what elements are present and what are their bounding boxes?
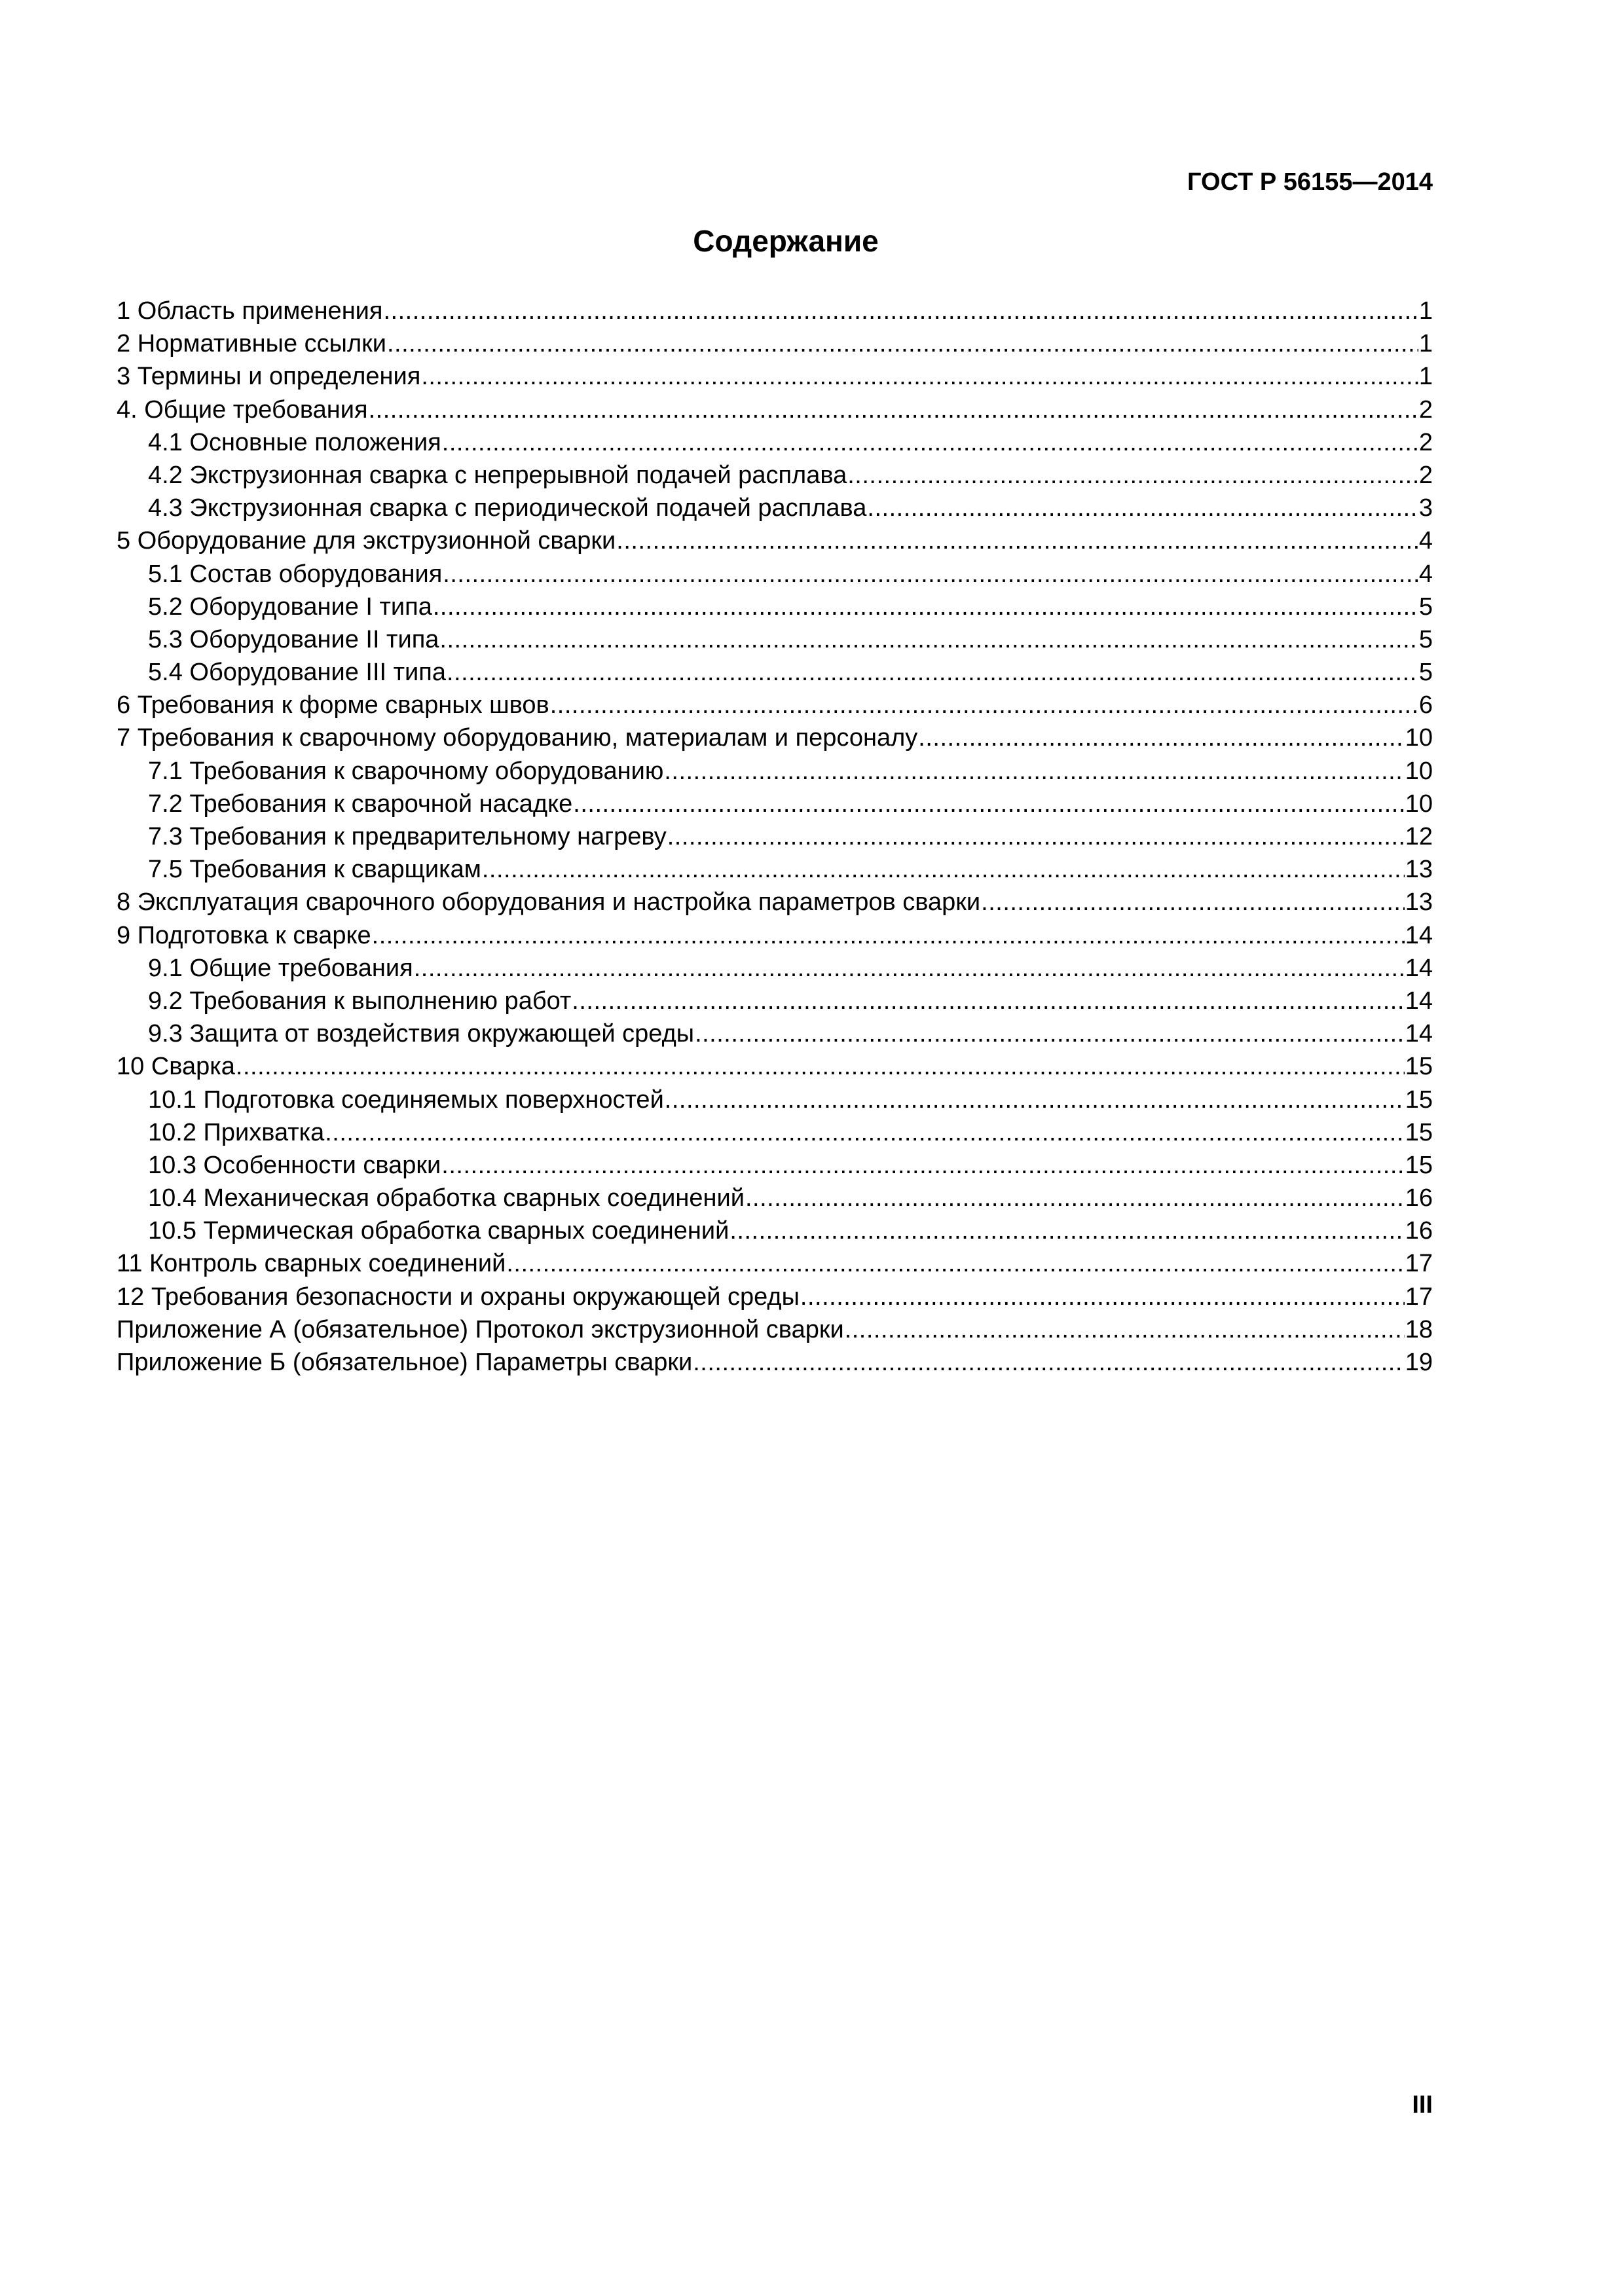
toc-entry-page: 15 bbox=[1405, 1151, 1433, 1179]
toc-entry-page: 6 bbox=[1418, 691, 1433, 720]
toc-entry[interactable] bbox=[117, 886, 1433, 919]
toc-dot-leader bbox=[695, 1017, 1405, 1050]
toc-dot-leader bbox=[845, 1313, 1405, 1346]
toc-entry-page: 10 bbox=[1405, 724, 1433, 752]
toc-dot-leader bbox=[325, 1116, 1404, 1149]
toc-dot-leader bbox=[550, 689, 1418, 721]
toc-dot-leader bbox=[369, 393, 1418, 426]
toc-entry[interactable] bbox=[117, 459, 1433, 492]
toc-entry-page: 17 bbox=[1405, 1283, 1433, 1311]
toc-entry-label: 10.2 Прихватка bbox=[148, 1118, 325, 1146]
toc-dot-leader bbox=[443, 558, 1418, 591]
toc-entry-label: 2 Нормативные ссылки bbox=[117, 330, 386, 358]
toc-dot-leader bbox=[387, 327, 1418, 360]
toc-dot-leader bbox=[441, 1149, 1404, 1182]
toc-dot-leader bbox=[847, 459, 1418, 492]
toc-entry-label: 9.1 Общие требования bbox=[148, 954, 413, 982]
toc-entry[interactable] bbox=[117, 721, 1433, 754]
toc-dot-leader bbox=[439, 623, 1418, 656]
toc-dot-leader bbox=[918, 721, 1404, 754]
toc-entry-page: 15 bbox=[1405, 1053, 1433, 1081]
toc-entry-label: Приложение Б (обязательное) Параметры сварки bbox=[117, 1349, 693, 1376]
toc-entry-label: 4.1 Основные положения bbox=[148, 428, 441, 456]
toc-entry-page: 12 bbox=[1405, 823, 1433, 850]
toc-entry-page: 5 bbox=[1418, 625, 1433, 653]
toc-entry-label: 4. Общие требования bbox=[117, 395, 368, 424]
toc-entry-label: 4.2 Экструзионная сварка с непрерывной подачей расплава bbox=[148, 461, 847, 489]
toc-entry-label: 10.1 Подготовка соединяемых поверхностей bbox=[148, 1085, 664, 1114]
toc-entry-page: 15 bbox=[1405, 1118, 1433, 1146]
toc-entry-page: 14 bbox=[1405, 987, 1433, 1015]
toc-dot-leader bbox=[729, 1214, 1404, 1247]
toc-entry[interactable] bbox=[117, 558, 1433, 591]
toc-dot-leader bbox=[447, 656, 1418, 689]
toc-entry-label: 7.2 Требования к сварочной насадке bbox=[148, 790, 573, 818]
toc-entry[interactable] bbox=[117, 1182, 1433, 1214]
toc-dot-leader bbox=[414, 952, 1405, 985]
page-title: Содержание bbox=[693, 224, 879, 258]
toc-entry-label: 10.4 Механическая обработка сварных соединений bbox=[148, 1184, 745, 1212]
toc-dot-leader bbox=[800, 1281, 1405, 1313]
toc-entry[interactable] bbox=[117, 360, 1433, 393]
toc-dot-leader bbox=[573, 788, 1404, 820]
toc-dot-leader bbox=[572, 985, 1404, 1017]
toc-entry[interactable] bbox=[117, 623, 1433, 656]
toc-entry[interactable] bbox=[117, 919, 1433, 952]
toc-entry-page: 5 bbox=[1418, 592, 1433, 621]
toc-entry-label: 10.5 Термическая обработка сварных соединений bbox=[148, 1217, 729, 1245]
toc-entry-page: 3 bbox=[1418, 494, 1433, 522]
toc-entry[interactable] bbox=[117, 1149, 1433, 1182]
toc-entry-page: 10 bbox=[1405, 790, 1433, 818]
toc-entry[interactable] bbox=[117, 1281, 1433, 1313]
toc-entry-label: 8 Эксплуатация сварочного оборудования и настройка параметров сварки bbox=[117, 888, 981, 917]
toc-entry-page: 18 bbox=[1405, 1315, 1433, 1343]
toc-entry[interactable] bbox=[117, 591, 1433, 623]
toc-entry-label: 12 Требования безопасности и охраны окружающей среды bbox=[117, 1283, 800, 1311]
toc-entry[interactable] bbox=[117, 393, 1433, 426]
toc-entry[interactable] bbox=[117, 656, 1433, 689]
toc-entry-page: 10 bbox=[1405, 757, 1433, 785]
toc-entry-label: 5.3 Оборудование II типа bbox=[148, 625, 439, 653]
toc-entry[interactable] bbox=[117, 492, 1433, 524]
toc-entry-page: 5 bbox=[1418, 659, 1433, 687]
toc-entry[interactable] bbox=[117, 755, 1433, 788]
toc-entry-page: 13 bbox=[1405, 856, 1433, 884]
toc-entry-page: 15 bbox=[1405, 1085, 1433, 1114]
toc-entry-label: 7.3 Требования к предварительному нагреву bbox=[148, 823, 667, 850]
toc-dot-leader bbox=[745, 1182, 1405, 1214]
toc-entry-page: 1 bbox=[1418, 297, 1433, 325]
toc-entry-label: 9 Подготовка к сварке bbox=[117, 921, 371, 949]
toc-entry[interactable] bbox=[117, 1050, 1433, 1083]
toc-entry-page: 13 bbox=[1405, 888, 1433, 917]
toc-entry[interactable] bbox=[117, 426, 1433, 459]
toc-entry-label: 6 Требования к форме сварных швов bbox=[117, 691, 549, 720]
toc-entry[interactable] bbox=[117, 1313, 1433, 1346]
toc-entry[interactable] bbox=[117, 689, 1433, 721]
toc-dot-leader bbox=[372, 919, 1405, 952]
toc-dot-leader bbox=[693, 1346, 1404, 1379]
toc-dot-leader bbox=[867, 492, 1418, 524]
toc-entry[interactable] bbox=[117, 820, 1433, 853]
toc-entry-label: 7.1 Требования к сварочному оборудованию bbox=[148, 757, 664, 785]
toc-entry-page: 1 bbox=[1418, 363, 1433, 391]
toc-dot-leader bbox=[482, 853, 1405, 886]
toc-dot-leader bbox=[236, 1050, 1405, 1083]
toc-entry[interactable] bbox=[117, 1017, 1433, 1050]
toc-entry[interactable] bbox=[117, 1116, 1433, 1149]
toc-entry-label: 10 Сварка bbox=[117, 1053, 235, 1081]
toc-entry[interactable] bbox=[117, 1084, 1433, 1116]
toc-entry-label: 11 Контроль сварных соединений bbox=[117, 1250, 506, 1278]
toc-entry[interactable] bbox=[117, 788, 1433, 820]
toc-entry-label: 9.2 Требования к выполнению работ bbox=[148, 987, 572, 1015]
toc-entry-page: 4 bbox=[1418, 527, 1433, 555]
document-code: ГОСТ Р 56155—2014 bbox=[1187, 168, 1433, 196]
toc-entry-label: 5 Оборудование для экструзионной сварки bbox=[117, 527, 616, 555]
page-number: III bbox=[1412, 2091, 1433, 2119]
toc-dot-leader bbox=[664, 755, 1404, 788]
toc-entry-page: 2 bbox=[1418, 395, 1433, 424]
toc-entry-page: 16 bbox=[1405, 1217, 1433, 1245]
toc-entry-page: 19 bbox=[1405, 1349, 1433, 1376]
toc-entry-page: 14 bbox=[1405, 1020, 1433, 1048]
toc-entry[interactable] bbox=[117, 327, 1433, 360]
toc-entry-page: 1 bbox=[1418, 330, 1433, 358]
toc-entry-label: 5.4 Оборудование III типа bbox=[148, 659, 446, 687]
toc-entry-label: 7.5 Требования к сварщикам bbox=[148, 856, 481, 884]
toc-entry[interactable] bbox=[117, 1214, 1433, 1247]
toc-entry-label: 4.3 Экструзионная сварка с периодической подачей расплава bbox=[148, 494, 867, 522]
toc-entry-label: 10.3 Особенности сварки bbox=[148, 1151, 441, 1179]
toc-entry[interactable] bbox=[117, 1346, 1433, 1379]
toc-dot-leader bbox=[442, 426, 1418, 459]
toc-entry[interactable] bbox=[117, 524, 1433, 557]
toc-entry-label: 5.2 Оборудование I типа bbox=[148, 592, 432, 621]
toc-entry-label: Приложение А (обязательное) Протокол экструзионной сварки bbox=[117, 1315, 844, 1343]
toc-entry-label: 3 Термины и определения bbox=[117, 363, 421, 391]
toc-entry-page: 17 bbox=[1405, 1250, 1433, 1278]
toc-entry-page: 4 bbox=[1418, 560, 1433, 588]
toc-dot-leader bbox=[383, 295, 1418, 327]
toc-dot-leader bbox=[433, 591, 1418, 623]
toc-dot-leader bbox=[665, 1084, 1405, 1116]
toc-entry-label: 7 Требования к сварочному оборудованию, материалам и персоналу bbox=[117, 724, 918, 752]
table-of-contents bbox=[117, 295, 1433, 1379]
toc-entry-label: 9.3 Защита от воздействия окружающей среды bbox=[148, 1020, 695, 1048]
toc-entry[interactable] bbox=[117, 1247, 1433, 1280]
toc-entry[interactable] bbox=[117, 985, 1433, 1017]
toc-entry-page: 14 bbox=[1405, 954, 1433, 982]
toc-entry-label: 5.1 Состав оборудования bbox=[148, 560, 443, 588]
toc-dot-leader bbox=[667, 820, 1405, 853]
toc-dot-leader bbox=[506, 1247, 1404, 1280]
toc-dot-leader bbox=[981, 886, 1405, 919]
toc-entry-page: 2 bbox=[1418, 461, 1433, 489]
toc-dot-leader bbox=[421, 360, 1418, 393]
toc-entry[interactable] bbox=[117, 952, 1433, 985]
toc-entry-label: 1 Область применения bbox=[117, 297, 383, 325]
toc-entry[interactable] bbox=[117, 295, 1433, 327]
toc-entry-page: 16 bbox=[1405, 1184, 1433, 1212]
toc-dot-leader bbox=[616, 524, 1418, 557]
toc-entry-page: 2 bbox=[1418, 428, 1433, 456]
toc-entry-page: 14 bbox=[1405, 921, 1433, 949]
toc-entry[interactable] bbox=[117, 853, 1433, 886]
